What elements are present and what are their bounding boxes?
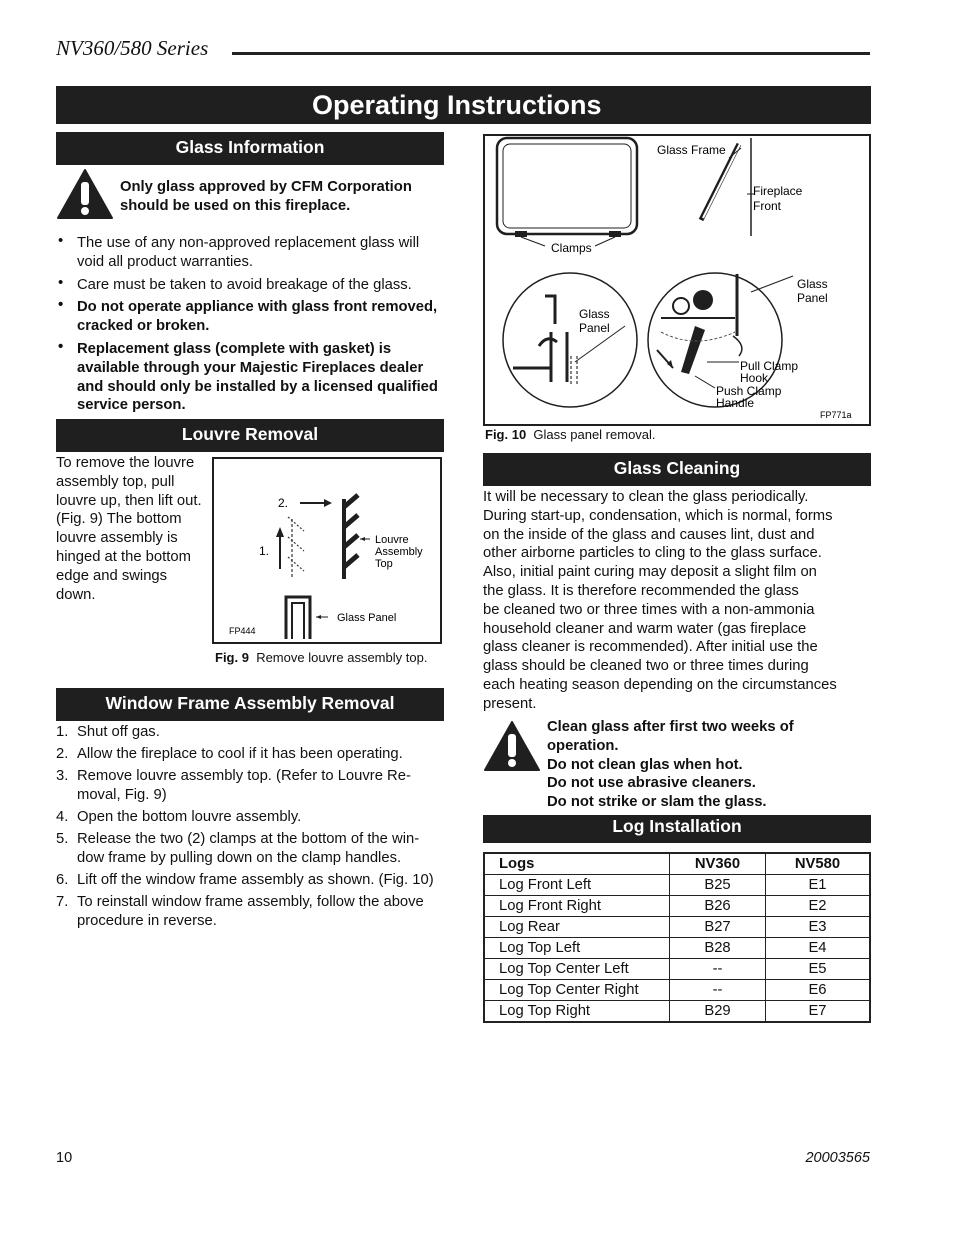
log-name: Log Front Right (484, 896, 670, 917)
warning-line: Do not clean glas when hot. (547, 756, 743, 773)
fig9-code: FP444 (229, 626, 256, 636)
fig9-louvre-label-3: Top (375, 558, 393, 570)
log-name: Log Top Right (484, 1001, 670, 1023)
fig9-caption-text: Remove louvre assembly top. (256, 650, 428, 665)
log-name: Log Top Center Left (484, 959, 670, 980)
table-row (484, 1001, 870, 1023)
table-row (484, 959, 870, 980)
list-item: • Care must be taken to avoid breakage of the glass. (56, 276, 446, 295)
step-item: 5. Release the two (2) clamps at the bottom of the win-dow frame by pulling down on the clamp handles. (56, 831, 420, 866)
text-line: on the inside of the glass and causes lint, dust and (483, 526, 815, 543)
glass-cleaning-warnings (547, 718, 872, 812)
fig10-caption-text: Glass panel removal. (533, 427, 656, 442)
fig10-push-clamp-label-2: Handle (716, 396, 755, 410)
log-name: Log Rear (484, 917, 670, 938)
text-line: Also, initial paint curing may deposit a slight film on (483, 564, 817, 581)
fig9-louvre-label-2: Assembly (375, 546, 423, 558)
fig10-figure (483, 134, 871, 426)
nv360-code: B27 (670, 917, 766, 938)
fig10-fireplace-label-1: Fireplace (753, 184, 803, 198)
warning-line: Do not use abrasive cleaners. (547, 775, 756, 792)
fig10-clamps-label: Clamps (551, 241, 592, 255)
fig9-figure (212, 457, 442, 644)
fig10-glass-frame-label: Glass Frame (657, 143, 726, 157)
glass-cleaning-heading: Glass Cleaning (483, 453, 871, 486)
glass-cleaning-text (483, 488, 873, 714)
glass-info-bullets (56, 234, 446, 419)
text-line: be cleaned two or three times with a non-ammonia (483, 601, 815, 618)
step-item: 3. Remove louvre assembly top. (Refer to Louvre Re-moval, Fig. 9) (56, 768, 411, 803)
text-line: glass cleaner is recommended). After initial use the (483, 639, 818, 656)
fig10-pull-clamp-label-2: Hook (740, 371, 769, 385)
nv580-code: E2 (766, 896, 871, 917)
col-header-logs: Logs (484, 853, 670, 875)
warning-line: Clean glass after first two weeks of (547, 719, 794, 735)
nv580-code: E5 (766, 959, 871, 980)
fig10-push-clamp-label-1: Push Clamp (716, 384, 782, 398)
nv360-code: -- (670, 980, 766, 1001)
log-table (483, 852, 871, 1023)
table-row (484, 875, 870, 896)
list-item: • Replacement glass (complete with gasket) is available through your Majestic Fireplaces dealer and should only be installed by a licensed qualified service person. (56, 340, 446, 415)
nv360-code: B28 (670, 938, 766, 959)
fig10-fireplace-label-2: Front (753, 199, 782, 213)
nv580-code: E7 (766, 1001, 871, 1023)
table-row (484, 896, 870, 917)
text-line: glass should be cleaned two or three times during (483, 658, 809, 675)
step-item: 2. Allow the fireplace to cool if it has been operating. (56, 746, 403, 762)
warning-line: operation. (547, 737, 619, 754)
text-line: household cleaner and warm water (gas fireplace (483, 620, 807, 637)
nv360-code: B29 (670, 1001, 766, 1023)
glass-warning-text (120, 178, 450, 216)
log-name: Log Top Center Right (484, 980, 670, 1001)
louvre-diagram (214, 459, 440, 642)
glass-panel-diagram (485, 136, 869, 424)
log-installation-heading: Log Installation (483, 815, 871, 843)
text-line: During start-up, condensation, which is normal, forms (483, 507, 833, 524)
fig10-code: FP771a (820, 410, 852, 420)
louvre-removal-text: To remove the louvre assembly top, pull louvre up, then lift out. (Fig. 9) The bottom louvre assembly is hinged at the bottom edge and swings down. (56, 455, 202, 603)
header-rule (232, 52, 870, 55)
list-item: • Do not operate appliance with glass front removed, cracked or broken. (56, 298, 446, 336)
fig9-caption (215, 649, 440, 666)
step-item: 1. Shut off gas. (56, 724, 160, 740)
fig9-step2-label: 2. (278, 496, 289, 510)
fig9-caption-num: Fig. 9 (215, 650, 249, 665)
fig9-step1-label: 1. (259, 544, 270, 558)
nv580-code: E1 (766, 875, 871, 896)
nv580-code: E6 (766, 980, 871, 1001)
nv360-code: -- (670, 959, 766, 980)
text-line: present. (483, 695, 537, 712)
col-header-nv360: NV360 (670, 853, 766, 875)
louvre-removal-heading: Louvre Removal (56, 419, 444, 452)
window-frame-heading: Window Frame Assembly Removal (56, 688, 444, 721)
text-line: other airborne particles to cling to the glass surface. (483, 545, 822, 562)
step-item: 7. To reinstall window frame assembly, follow the above procedure in reverse. (56, 894, 424, 929)
window-frame-steps (56, 723, 446, 934)
document-number: 20003565 (805, 1150, 870, 1166)
table-header-row (484, 853, 870, 875)
table-row (484, 917, 870, 938)
warning-icon (483, 720, 541, 772)
fig10-pull-clamp-label-1: Pull Clamp (740, 359, 799, 373)
fig10-glass-panel-left-1: Glass (579, 307, 610, 321)
table-row (484, 980, 870, 1001)
series-header: NV360/580 Series (56, 36, 209, 60)
nv580-code: E3 (766, 917, 871, 938)
table-row (484, 938, 870, 959)
text-line: the glass. It is therefore recommended the glass (483, 582, 799, 599)
log-name: Log Front Left (484, 875, 670, 896)
page-number: 10 (56, 1150, 73, 1166)
nv360-code: B26 (670, 896, 766, 917)
fig9-louvre-label-1: Louvre (375, 534, 409, 546)
log-name: Log Top Left (484, 938, 670, 959)
text-line: each heating season depending on the circumstances (483, 676, 837, 693)
glass-information-heading: Glass Information (56, 132, 444, 165)
step-item: 4. Open the bottom louvre assembly. (56, 809, 302, 825)
fig9-glass-panel-label: Glass Panel (337, 612, 397, 624)
warning-icon (56, 168, 114, 220)
fig10-glass-panel-left-2: Panel (579, 321, 610, 335)
text-line: It will be necessary to clean the glass periodically. (483, 489, 809, 505)
fig10-glass-panel-right-1: Glass (797, 277, 828, 291)
fig10-caption-num: Fig. 10 (485, 427, 527, 442)
glass-warning-line2: should be used on this fireplace. (120, 197, 351, 214)
glass-warning-line1: Only glass approved by CFM Corporation (120, 179, 412, 195)
page-title: Operating Instructions (56, 86, 871, 124)
warning-line: Do not strike or slam the glass. (547, 794, 767, 811)
step-item: 6. Lift off the window frame assembly as shown. (Fig. 10) (56, 872, 434, 888)
nv580-code: E4 (766, 938, 871, 959)
list-item: • The use of any non-approved replacement glass will void all product warranties. (56, 234, 446, 272)
fig10-caption (485, 426, 870, 443)
col-header-nv580: NV580 (766, 853, 871, 875)
fig10-glass-panel-right-2: Panel (797, 291, 828, 305)
nv360-code: B25 (670, 875, 766, 896)
